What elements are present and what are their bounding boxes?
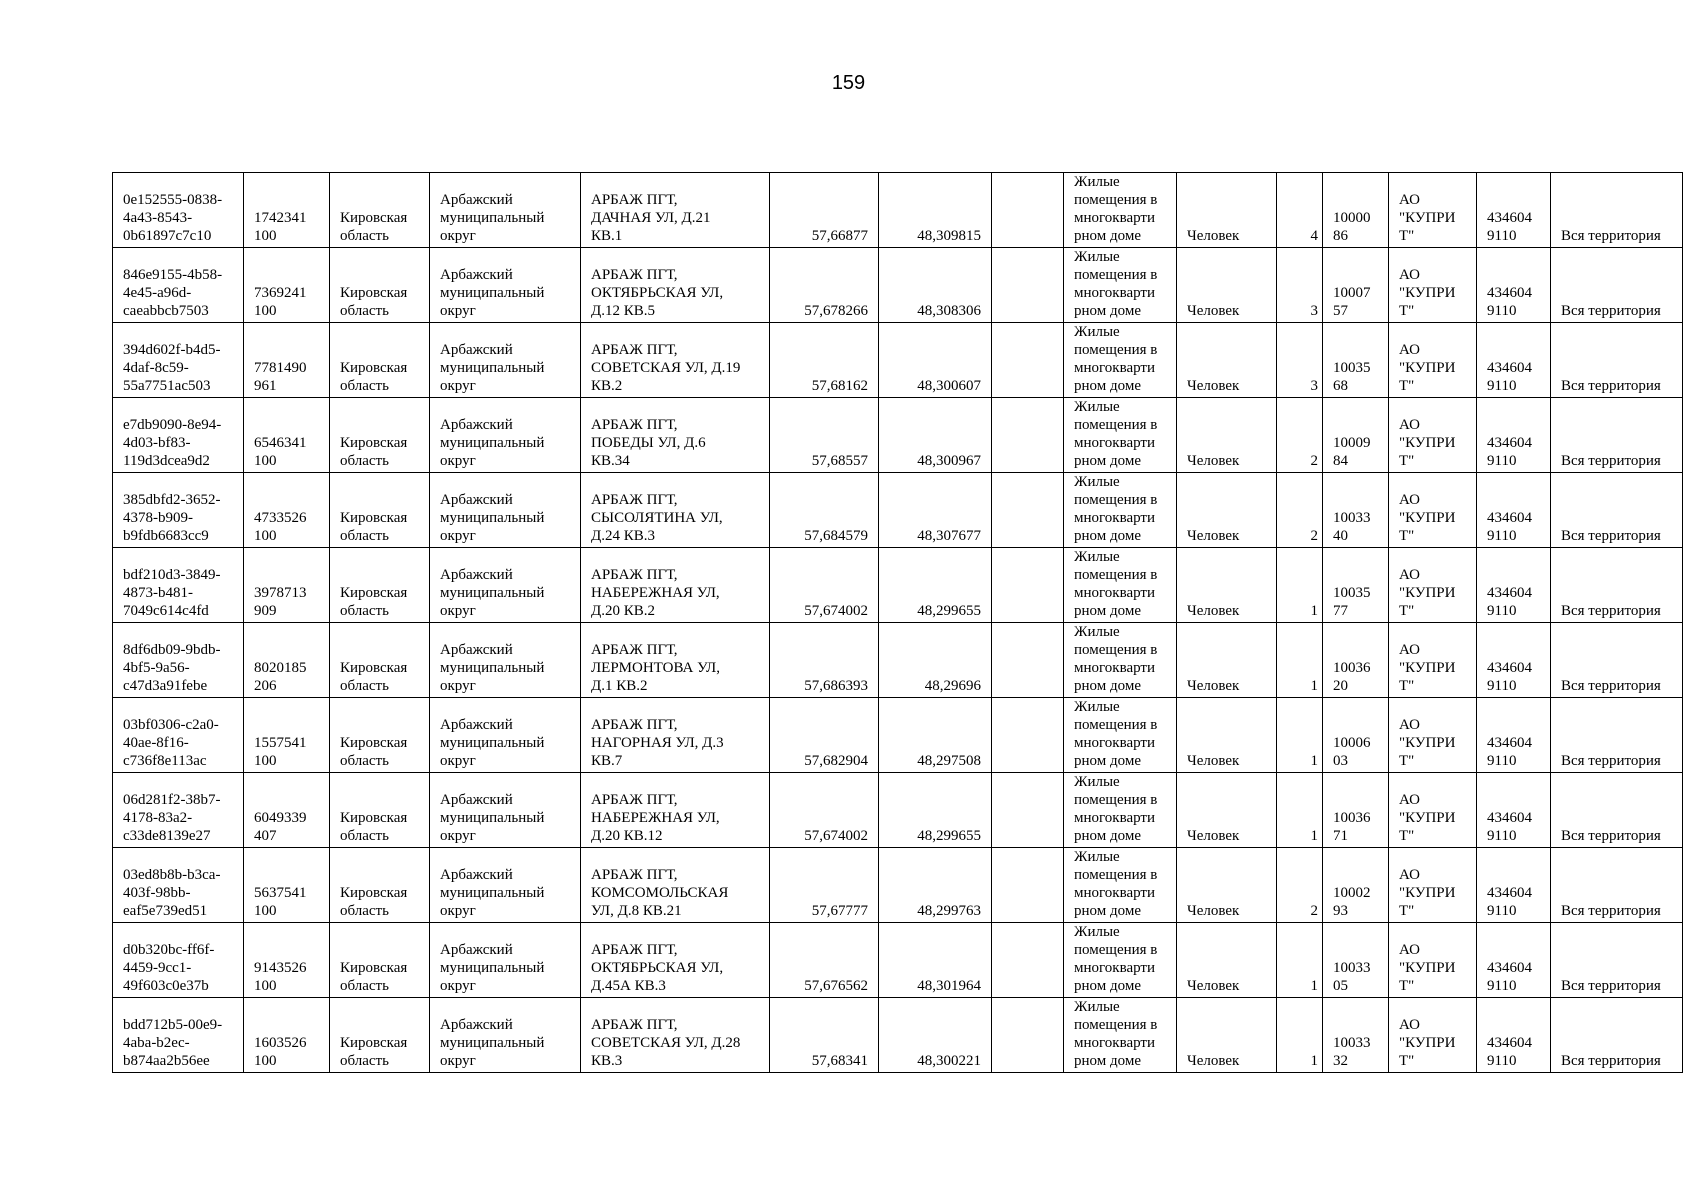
cell-inn: 434604 9110 xyxy=(1477,923,1551,998)
cell-region: Кировская область xyxy=(330,998,430,1073)
data-table xyxy=(112,172,1683,1073)
cell-object-type: Жилые помещения в многокварти рном доме xyxy=(1064,848,1177,923)
cell-latitude: 57,682904 xyxy=(770,698,879,773)
cell-object-type: Жилые помещения в многокварти рном доме xyxy=(1064,998,1177,1073)
cell-id: e7db9090-8e94- 4d03-bf83- 119d3dcea9d2 xyxy=(113,398,244,473)
cell-id: bdf210d3-3849- 4873-b481- 7049c614c4fd xyxy=(113,548,244,623)
cell-unit: Человек xyxy=(1177,848,1277,923)
cell-number: 10033 40 xyxy=(1323,473,1389,548)
cell-latitude: 57,68162 xyxy=(770,323,879,398)
cell-territory: Вся территория xyxy=(1551,923,1683,998)
cell-inn: 434604 9110 xyxy=(1477,623,1551,698)
page-number: 159 xyxy=(831,72,866,94)
cell-address: АРБАЖ ПГТ, НАГОРНАЯ УЛ, Д.3 КВ.7 xyxy=(581,698,770,773)
cell-code: 1557541 100 xyxy=(244,698,330,773)
cell-number: 10000 86 xyxy=(1323,173,1389,248)
cell-count: 1 xyxy=(1277,698,1323,773)
cell-address: АРБАЖ ПГТ, ПОБЕДЫ УЛ, Д.6 КВ.34 xyxy=(581,398,770,473)
cell-id: 846e9155-4b58- 4e45-a96d- caeabbcb7503 xyxy=(113,248,244,323)
cell-district: Арбажский муниципальный округ xyxy=(430,923,581,998)
cell-number: 10009 84 xyxy=(1323,398,1389,473)
cell-district: Арбажский муниципальный округ xyxy=(430,248,581,323)
cell-empty xyxy=(992,998,1064,1073)
cell-longitude: 48,300967 xyxy=(879,398,992,473)
cell-region: Кировская область xyxy=(330,173,430,248)
cell-unit: Человек xyxy=(1177,473,1277,548)
cell-id: d0b320bc-ff6f- 4459-9cc1- 49f603c0e37b xyxy=(113,923,244,998)
cell-id: bdd712b5-00e9- 4aba-b2ec- b874aa2b56ee xyxy=(113,998,244,1073)
cell-region: Кировская область xyxy=(330,923,430,998)
table-row xyxy=(113,623,1683,698)
table-row xyxy=(113,398,1683,473)
cell-longitude: 48,301964 xyxy=(879,923,992,998)
cell-territory: Вся территория xyxy=(1551,998,1683,1073)
cell-object-type: Жилые помещения в многокварти рном доме xyxy=(1064,548,1177,623)
cell-latitude: 57,674002 xyxy=(770,548,879,623)
cell-count: 1 xyxy=(1277,623,1323,698)
cell-number: 10033 05 xyxy=(1323,923,1389,998)
cell-region: Кировская область xyxy=(330,623,430,698)
cell-object-type: Жилые помещения в многокварти рном доме xyxy=(1064,398,1177,473)
cell-inn: 434604 9110 xyxy=(1477,548,1551,623)
table-body xyxy=(113,173,1683,1073)
cell-territory: Вся территория xyxy=(1551,173,1683,248)
cell-longitude: 48,299763 xyxy=(879,848,992,923)
cell-number: 10035 68 xyxy=(1323,323,1389,398)
cell-inn: 434604 9110 xyxy=(1477,323,1551,398)
cell-number: 10036 20 xyxy=(1323,623,1389,698)
cell-code: 9143526 100 xyxy=(244,923,330,998)
table-row xyxy=(113,473,1683,548)
cell-district: Арбажский муниципальный округ xyxy=(430,848,581,923)
cell-inn: 434604 9110 xyxy=(1477,773,1551,848)
cell-latitude: 57,66877 xyxy=(770,173,879,248)
cell-district: Арбажский муниципальный округ xyxy=(430,173,581,248)
cell-empty xyxy=(992,548,1064,623)
cell-empty xyxy=(992,698,1064,773)
cell-id: 0e152555-0838- 4a43-8543- 0b61897c7c10 xyxy=(113,173,244,248)
cell-organization: АО "КУПРИ Т" xyxy=(1389,398,1477,473)
cell-empty xyxy=(992,773,1064,848)
cell-empty xyxy=(992,473,1064,548)
cell-longitude: 48,299655 xyxy=(879,548,992,623)
cell-district: Арбажский муниципальный округ xyxy=(430,698,581,773)
table-row xyxy=(113,848,1683,923)
cell-address: АРБАЖ ПГТ, ОКТЯБРЬСКАЯ УЛ, Д.12 КВ.5 xyxy=(581,248,770,323)
table-row xyxy=(113,173,1683,248)
cell-latitude: 57,674002 xyxy=(770,773,879,848)
cell-organization: АО "КУПРИ Т" xyxy=(1389,548,1477,623)
cell-object-type: Жилые помещения в многокварти рном доме xyxy=(1064,323,1177,398)
cell-count: 2 xyxy=(1277,398,1323,473)
cell-district: Арбажский муниципальный округ xyxy=(430,623,581,698)
cell-inn: 434604 9110 xyxy=(1477,398,1551,473)
cell-count: 2 xyxy=(1277,848,1323,923)
cell-code: 3978713 909 xyxy=(244,548,330,623)
cell-unit: Человек xyxy=(1177,548,1277,623)
cell-object-type: Жилые помещения в многокварти рном доме xyxy=(1064,773,1177,848)
cell-inn: 434604 9110 xyxy=(1477,998,1551,1073)
cell-region: Кировская область xyxy=(330,248,430,323)
cell-latitude: 57,684579 xyxy=(770,473,879,548)
cell-unit: Человек xyxy=(1177,173,1277,248)
cell-object-type: Жилые помещения в многокварти рном доме xyxy=(1064,248,1177,323)
cell-longitude: 48,308306 xyxy=(879,248,992,323)
cell-latitude: 57,678266 xyxy=(770,248,879,323)
cell-count: 1 xyxy=(1277,923,1323,998)
cell-object-type: Жилые помещения в многокварти рном доме xyxy=(1064,623,1177,698)
cell-district: Арбажский муниципальный округ xyxy=(430,548,581,623)
table-row xyxy=(113,698,1683,773)
cell-territory: Вся территория xyxy=(1551,623,1683,698)
cell-number: 10035 77 xyxy=(1323,548,1389,623)
cell-code: 1742341 100 xyxy=(244,173,330,248)
cell-territory: Вся территория xyxy=(1551,248,1683,323)
cell-latitude: 57,686393 xyxy=(770,623,879,698)
cell-count: 3 xyxy=(1277,323,1323,398)
cell-empty xyxy=(992,323,1064,398)
cell-number: 10002 93 xyxy=(1323,848,1389,923)
cell-organization: АО "КУПРИ Т" xyxy=(1389,773,1477,848)
cell-address: АРБАЖ ПГТ, СОВЕТСКАЯ УЛ, Д.28 КВ.3 xyxy=(581,998,770,1073)
cell-code: 6546341 100 xyxy=(244,398,330,473)
cell-count: 3 xyxy=(1277,248,1323,323)
cell-territory: Вся территория xyxy=(1551,548,1683,623)
cell-empty xyxy=(992,173,1064,248)
cell-address: АРБАЖ ПГТ, КОМСОМОЛЬСКАЯ УЛ, Д.8 КВ.21 xyxy=(581,848,770,923)
cell-territory: Вся территория xyxy=(1551,398,1683,473)
cell-territory: Вся территория xyxy=(1551,773,1683,848)
cell-number: 10006 03 xyxy=(1323,698,1389,773)
cell-inn: 434604 9110 xyxy=(1477,473,1551,548)
cell-region: Кировская область xyxy=(330,398,430,473)
cell-longitude: 48,297508 xyxy=(879,698,992,773)
cell-object-type: Жилые помещения в многокварти рном доме xyxy=(1064,173,1177,248)
table-row xyxy=(113,773,1683,848)
cell-id: 8df6db09-9bdb- 4bf5-9a56- c47d3a91febe xyxy=(113,623,244,698)
cell-object-type: Жилые помещения в многокварти рном доме xyxy=(1064,923,1177,998)
cell-empty xyxy=(992,923,1064,998)
cell-address: АРБАЖ ПГТ, ОКТЯБРЬСКАЯ УЛ, Д.45А КВ.3 xyxy=(581,923,770,998)
cell-count: 1 xyxy=(1277,998,1323,1073)
cell-id: 03bf0306-c2a0- 40ae-8f16- c736f8e113ac xyxy=(113,698,244,773)
cell-unit: Человек xyxy=(1177,248,1277,323)
cell-inn: 434604 9110 xyxy=(1477,698,1551,773)
cell-code: 8020185 206 xyxy=(244,623,330,698)
cell-territory: Вся территория xyxy=(1551,473,1683,548)
table-row xyxy=(113,998,1683,1073)
cell-longitude: 48,299655 xyxy=(879,773,992,848)
cell-code: 7369241 100 xyxy=(244,248,330,323)
cell-territory: Вся территория xyxy=(1551,848,1683,923)
cell-longitude: 48,307677 xyxy=(879,473,992,548)
cell-number: 10033 32 xyxy=(1323,998,1389,1073)
cell-longitude: 48,300607 xyxy=(879,323,992,398)
cell-object-type: Жилые помещения в многокварти рном доме xyxy=(1064,698,1177,773)
cell-number: 10007 57 xyxy=(1323,248,1389,323)
cell-id: 03ed8b8b-b3ca- 403f-98bb- eaf5e739ed51 xyxy=(113,848,244,923)
cell-organization: АО "КУПРИ Т" xyxy=(1389,173,1477,248)
cell-code: 7781490 961 xyxy=(244,323,330,398)
cell-code: 1603526 100 xyxy=(244,998,330,1073)
cell-address: АРБАЖ ПГТ, СОВЕТСКАЯ УЛ, Д.19 КВ.2 xyxy=(581,323,770,398)
cell-empty xyxy=(992,848,1064,923)
cell-organization: АО "КУПРИ Т" xyxy=(1389,698,1477,773)
cell-district: Арбажский муниципальный округ xyxy=(430,398,581,473)
cell-object-type: Жилые помещения в многокварти рном доме xyxy=(1064,473,1177,548)
cell-count: 1 xyxy=(1277,548,1323,623)
cell-latitude: 57,67777 xyxy=(770,848,879,923)
cell-latitude: 57,68341 xyxy=(770,998,879,1073)
cell-latitude: 57,676562 xyxy=(770,923,879,998)
cell-organization: АО "КУПРИ Т" xyxy=(1389,248,1477,323)
cell-id: 394d602f-b4d5- 4daf-8c59- 55a7751ac503 xyxy=(113,323,244,398)
table-row xyxy=(113,548,1683,623)
cell-unit: Человек xyxy=(1177,623,1277,698)
cell-latitude: 57,68557 xyxy=(770,398,879,473)
cell-longitude: 48,29696 xyxy=(879,623,992,698)
cell-address: АРБАЖ ПГТ, ЛЕРМОНТОВА УЛ, Д.1 КВ.2 xyxy=(581,623,770,698)
cell-region: Кировская область xyxy=(330,698,430,773)
cell-district: Арбажский муниципальный округ xyxy=(430,773,581,848)
cell-district: Арбажский муниципальный округ xyxy=(430,323,581,398)
cell-longitude: 48,309815 xyxy=(879,173,992,248)
cell-inn: 434604 9110 xyxy=(1477,173,1551,248)
cell-unit: Человек xyxy=(1177,923,1277,998)
cell-region: Кировская область xyxy=(330,323,430,398)
cell-id: 385dbfd2-3652- 4378-b909- b9fdb6683cc9 xyxy=(113,473,244,548)
cell-number: 10036 71 xyxy=(1323,773,1389,848)
cell-address: АРБАЖ ПГТ, ДАЧНАЯ УЛ, Д.21 КВ.1 xyxy=(581,173,770,248)
cell-organization: АО "КУПРИ Т" xyxy=(1389,623,1477,698)
cell-longitude: 48,300221 xyxy=(879,998,992,1073)
cell-organization: АО "КУПРИ Т" xyxy=(1389,923,1477,998)
cell-district: Арбажский муниципальный округ xyxy=(430,998,581,1073)
cell-region: Кировская область xyxy=(330,473,430,548)
cell-district: Арбажский муниципальный округ xyxy=(430,473,581,548)
cell-unit: Человек xyxy=(1177,773,1277,848)
cell-empty xyxy=(992,623,1064,698)
cell-territory: Вся территория xyxy=(1551,698,1683,773)
cell-code: 5637541 100 xyxy=(244,848,330,923)
cell-id: 06d281f2-38b7- 4178-83a2- c33de8139e27 xyxy=(113,773,244,848)
cell-region: Кировская область xyxy=(330,848,430,923)
cell-region: Кировская область xyxy=(330,773,430,848)
cell-organization: АО "КУПРИ Т" xyxy=(1389,998,1477,1073)
cell-code: 6049339 407 xyxy=(244,773,330,848)
cell-unit: Человек xyxy=(1177,998,1277,1073)
cell-region: Кировская область xyxy=(330,548,430,623)
table-row xyxy=(113,248,1683,323)
table-row xyxy=(113,323,1683,398)
cell-unit: Человек xyxy=(1177,398,1277,473)
cell-organization: АО "КУПРИ Т" xyxy=(1389,323,1477,398)
cell-count: 1 xyxy=(1277,773,1323,848)
cell-organization: АО "КУПРИ Т" xyxy=(1389,473,1477,548)
cell-organization: АО "КУПРИ Т" xyxy=(1389,848,1477,923)
cell-unit: Человек xyxy=(1177,698,1277,773)
cell-territory: Вся территория xyxy=(1551,323,1683,398)
cell-count: 2 xyxy=(1277,473,1323,548)
cell-address: АРБАЖ ПГТ, НАБЕРЕЖНАЯ УЛ, Д.20 КВ.2 xyxy=(581,548,770,623)
cell-count: 4 xyxy=(1277,173,1323,248)
cell-inn: 434604 9110 xyxy=(1477,248,1551,323)
cell-empty xyxy=(992,398,1064,473)
cell-unit: Человек xyxy=(1177,323,1277,398)
cell-code: 4733526 100 xyxy=(244,473,330,548)
cell-empty xyxy=(992,248,1064,323)
table-row xyxy=(113,923,1683,998)
cell-address: АРБАЖ ПГТ, НАБЕРЕЖНАЯ УЛ, Д.20 КВ.12 xyxy=(581,773,770,848)
cell-inn: 434604 9110 xyxy=(1477,848,1551,923)
cell-address: АРБАЖ ПГТ, СЫСОЛЯТИНА УЛ, Д.24 КВ.3 xyxy=(581,473,770,548)
